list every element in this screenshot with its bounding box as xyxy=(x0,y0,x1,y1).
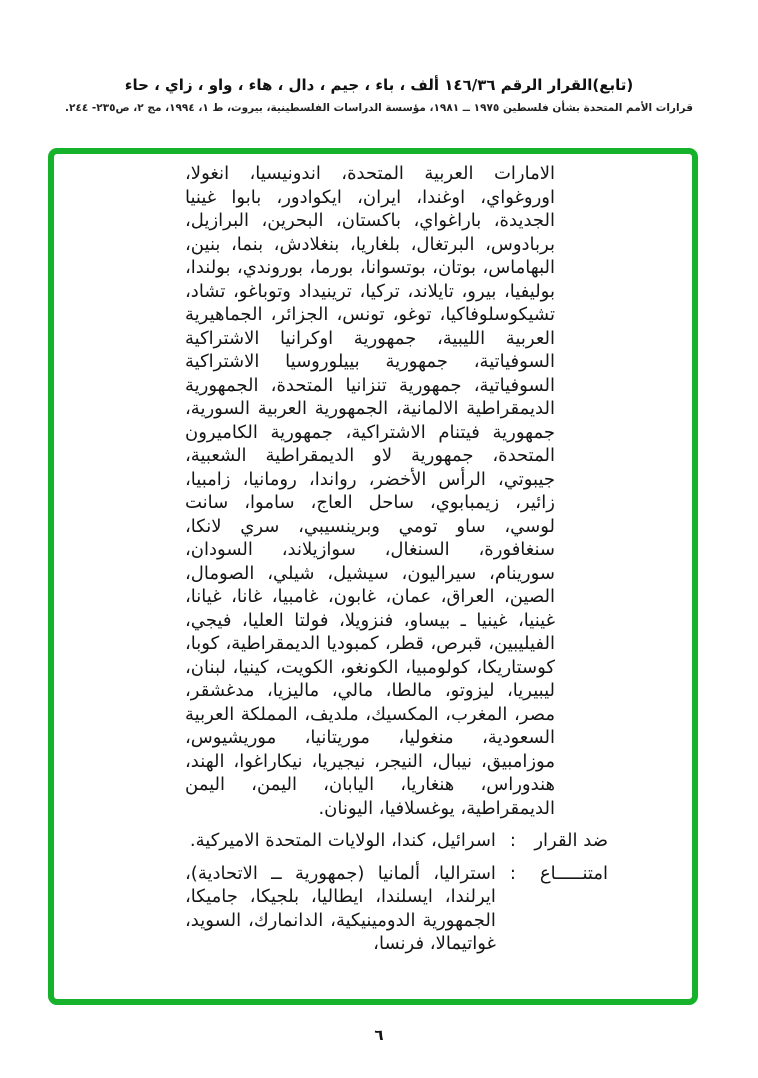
vote-against-row xyxy=(185,829,608,853)
votes-section xyxy=(185,829,608,956)
vote-abstain-colon: : xyxy=(509,862,516,884)
vote-against-colon: : xyxy=(509,830,516,851)
vote-against-countries: اسرائيل، كندا، الولايات المتحدة الاميركية. xyxy=(189,830,496,851)
vote-abstain-label: امتنـــــاع xyxy=(539,862,608,884)
resolution-title: (تابع)القرار الرقم ١٤٦/٣٦ ألف ، باء ، جيم ، دال ، هاء ، واو ، زاي ، حاء xyxy=(124,76,634,94)
page-number: ٦ xyxy=(374,1026,384,1044)
resolution-text-block xyxy=(185,162,608,956)
vote-against-label: ضد القرار xyxy=(534,830,608,851)
page-header xyxy=(0,76,758,114)
countries-in-favor-paragraph: الامارات العربية المتحدة، اندونيسيا، انغولا، اوروغواي، اوغندا، ايران، ايكوادور، بابوا غينيا الجديدة، باراغواي، باكستان، البحرين، البرازيل، بربادوس، البرتغال، بلغاريا، بنغلادش، بنما، بنين، البهاماس، بوتان، بوتسوانا، بورما، بوروندي، بولندا، بوليفيا، بيرو، تايلاند، تركيا، ترينيداد وتوباغو، تشاد، تشيكوسلوفاكيا، توغو، تونس، الجزائر، الجماهيرية العربية الليبية، جمهورية اوكرانيا الاشتراكية السوفياتية، جمهورية بييلوروسيا الاشتراكية السوفياتية، جمهورية تنزانيا المتحدة، الجمهورية الديمقراطية الالمانية، الجمهورية العربية السورية، جمهورية فيتنام الاشتراكية، جمهورية الكاميرون المتحدة، جمهورية لاو الديمقراطية الشعبية، جيبوتي، الرأس الأخضر، رواندا، رومانيا، زامبيا، زائير، زيمبابوي، ساحل العاج، ساموا، سانت لوسي، ساو تومي وبرينسيبي، سري لانكا، سنغافورة، السنغال، سوازيلاند، السودان، سورينام، سيراليون، سيشيل، شيلي، الصومال، الصين، العراق، عمان، غابون، غامبيا، غانا، غيانا، غينيا، غينيا ـ بيساو، فنزويلا، فولتا العليا، فيجي، الفيليبين، قبرص، قطر، كمبوديا الديمقراطية، كوبا، كوستاريكا، كولومبيا، الكونغو، الكويت، كينيا، لبنان، ليبيريا، ليزوتو، مالطا، مالي، ماليزيا، مدغشقر، مصر، المغرب، المكسيك، ملديف، المملكة العربية السعودية، منغوليا، موريتانيا، موريشيوس، موزامبيق، نيبال، النيجر، نيجيريا، نيكاراغوا، الهند، هندوراس، هنغاريا، اليابان، اليمن، اليمن الديمقراطية، يوغسلافيا، اليونان. xyxy=(185,163,555,819)
vote-abstain-row xyxy=(185,862,608,956)
source-citation: قرارات الأمم المتحدة بشأن فلسطين ١٩٧٥ ــ ١٩٨١، مؤسسة الدراسات الفلسطينية، بيروت، ط ١، ١٩٩٤، مج ٢، ص٢٣٥- ٢٤٤. xyxy=(65,102,693,114)
vote-abstain-countries: استراليا، ألمانيا (جمهورية ــ الاتحادية)، ايرلندا، ايسلندا، ايطاليا، بلجيكا، جاميكا، الجمهورية الدومينيكية، الدانمارك، السويد، غواتيمالا، فرنسا، xyxy=(185,862,496,954)
